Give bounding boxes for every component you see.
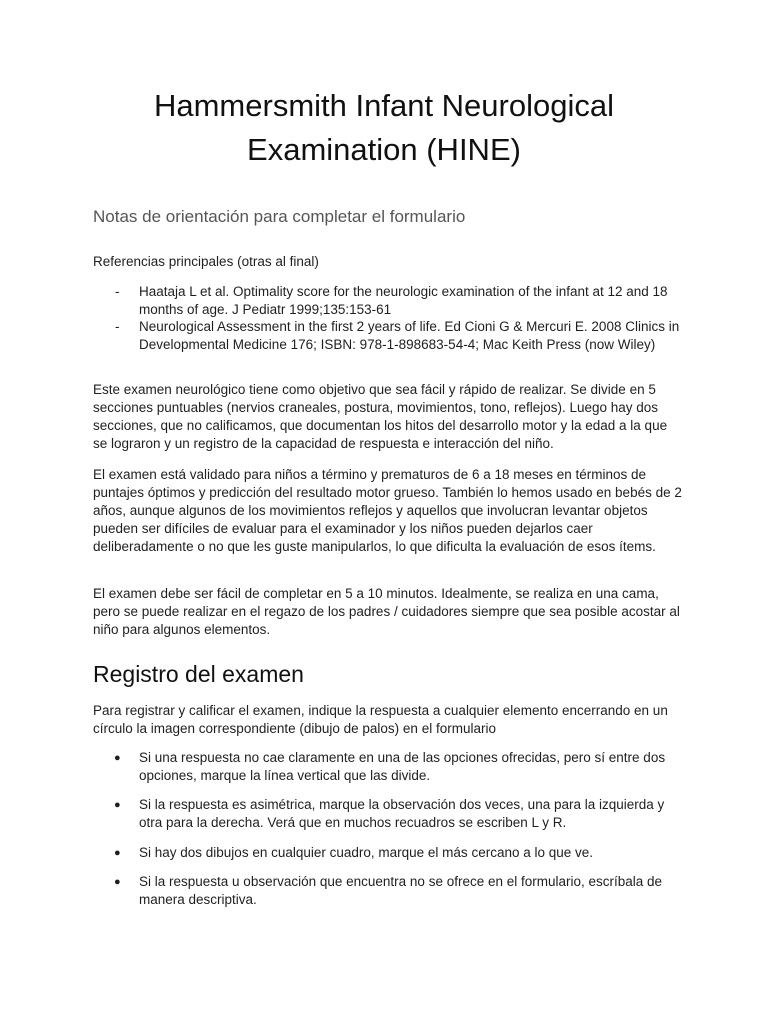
bullet-dot-icon: ● <box>114 847 121 859</box>
reference-item <box>93 283 683 318</box>
instruction-text: Si la respuesta es asimétrica, marque la observación dos veces, una para la izquierda y otra para la derecha. Verá que en muchos recuadros se escriben L y R. <box>139 797 665 830</box>
dash-bullet-icon: - <box>115 284 120 299</box>
instructions-list <box>93 844 683 862</box>
instructions-list <box>93 796 683 832</box>
section-heading: Registro del examen <box>93 661 304 687</box>
dash-bullet-icon: - <box>115 319 120 334</box>
instruction-item <box>93 844 683 862</box>
document-title <box>0 84 768 172</box>
instructions-list <box>93 873 683 909</box>
paragraph-validation: El examen está validado para niños a término y prematuros de 6 a 18 meses en términos de puntajes óptimos y predicción del resultado motor grueso. También lo hemos usado en bebés de 2 años, aunque algunos de los movimientos reflejos y aquellos que involucran levantar objetos pueden ser difíciles de evaluar para el examinador y los niños pueden dejarlos caer deliberadamente o no que les guste manipularlos, lo que dificulta la evaluación de esos ítems. <box>93 467 682 554</box>
instruction-text: Si la respuesta u observación que encuentra no se ofrece en el formulario, escríbala de manera descriptiva. <box>139 874 663 907</box>
references-list <box>93 283 683 353</box>
paragraph-overview: Este examen neurológico tiene como objetivo que sea fácil y rápido de realizar. Se divide en 5 secciones puntuables (nervios craneales, postura, movimientos, tono, reflejos). Luego hay dos secciones, que no calificamos, que documentan los hitos del desarrollo motor y la edad a la que se lograron y un registro de la capacidad de respuesta e interacción del niño. <box>93 382 668 451</box>
title-line-1: Hammersmith Infant Neurological <box>153 88 614 123</box>
reference-item <box>93 318 683 353</box>
bullet-dot-icon: ● <box>114 799 121 811</box>
section-intro: Para registrar y calificar el examen, indique la respuesta a cualquier elemento encerrando en un círculo la imagen correspondiente (dibujo de palos) en el formulario <box>93 703 668 736</box>
document-subtitle: Notas de orientación para completar el formulario <box>93 207 466 226</box>
instruction-item <box>93 796 683 832</box>
instruction-text: Si una respuesta no cae claramente en una de las opciones ofrecidas, pero sí entre dos opciones, marque la línea vertical que las divide. <box>139 750 666 783</box>
instructions-list <box>93 749 683 785</box>
bullet-dot-icon: ● <box>114 752 121 764</box>
references-intro: Referencias principales (otras al final) <box>93 254 319 269</box>
paragraph-duration: El examen debe ser fácil de completar en 5 a 10 minutos. Idealmente, se realiza en una cama, pero se puede realizar en el regazo de los padres / cuidadores siempre que sea posible acostar al niño para algunos elementos. <box>93 586 680 637</box>
title-line-2: Examination (HINE) <box>247 132 521 167</box>
bullet-dot-icon: ● <box>114 876 121 888</box>
instruction-item <box>93 749 683 785</box>
reference-text: Neurological Assessment in the first 2 years of life. Ed Cioni G & Mercuri E. 2008 Clinics in Developmental Medicine 176; ISBN: 978-1-898683-54-4; Mac Keith Press (now Wiley) <box>139 319 680 352</box>
reference-text: Haataja L et al. Optimality score for the neurologic examination of the infant at 12 and 18 months of age. J Pediatr 1999;135:153-61 <box>139 284 668 317</box>
instruction-text: Si hay dos dibujos en cualquier cuadro, marque el más cercano a lo que ve. <box>139 845 594 860</box>
instruction-item <box>93 873 683 909</box>
